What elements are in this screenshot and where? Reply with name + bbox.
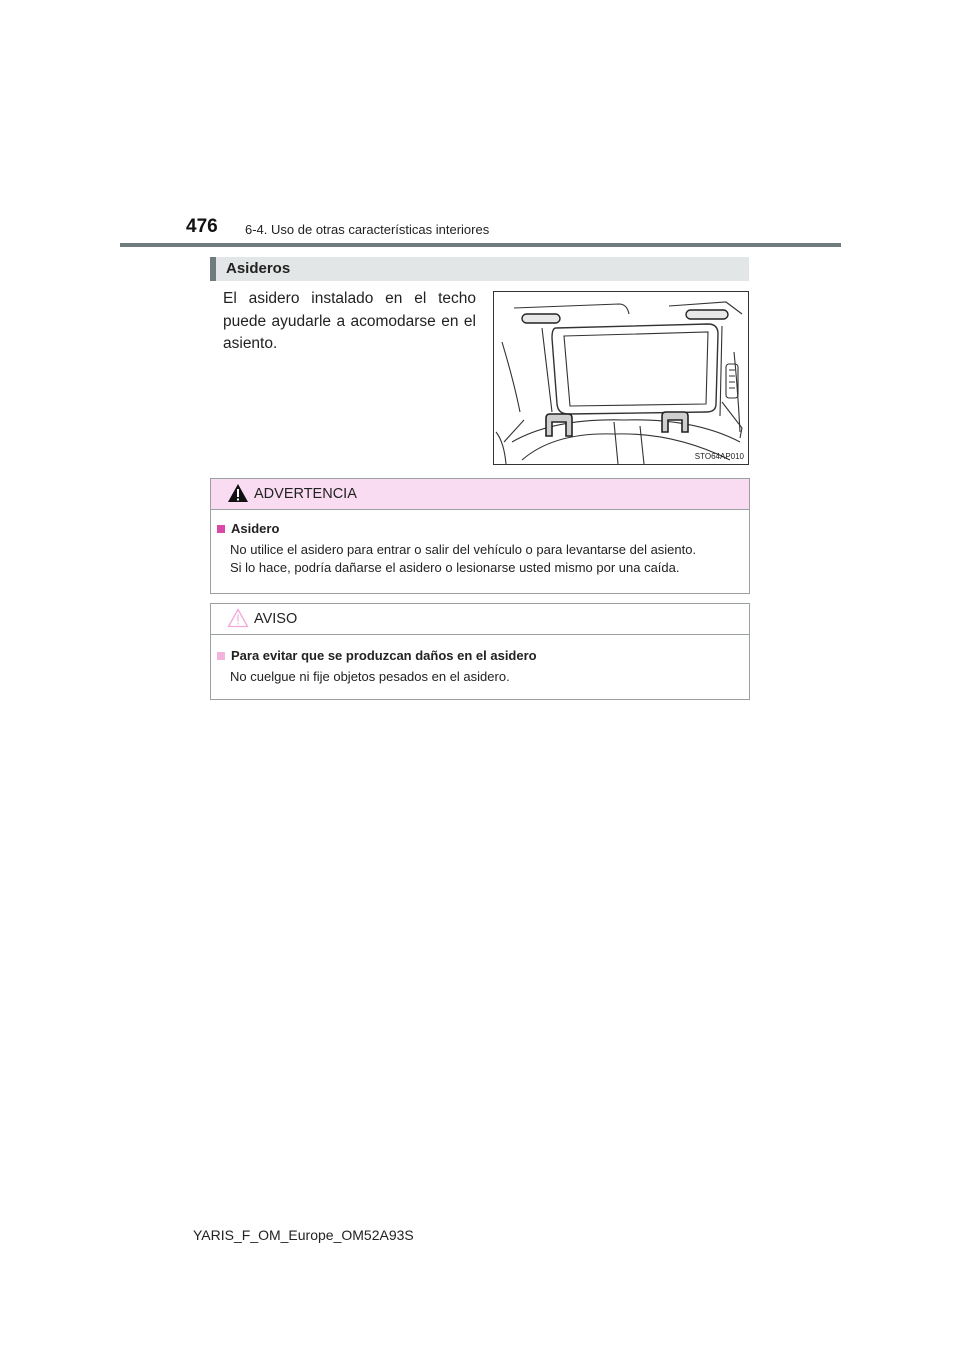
notice-box — [210, 603, 750, 700]
warning-box — [210, 478, 750, 594]
square-bullet-icon — [217, 652, 225, 660]
figure-code: STO64AP010 — [694, 452, 744, 461]
warning-line-1: No utilice el asidero para entrar o salir del vehículo o para levantarse del asiento. — [230, 542, 697, 557]
notice-header — [211, 604, 749, 635]
intro-paragraph: El asidero instalado en el techo puede ayudarle a acomodarse en el asiento. — [223, 290, 476, 352]
chapter-title: 6-4. Uso de otras características interiores — [245, 222, 490, 237]
section-header-bar — [210, 257, 216, 281]
warning-item-title-text: Asidero — [231, 521, 280, 536]
warning-header — [211, 479, 749, 510]
warning-item-title — [217, 521, 279, 536]
square-bullet-icon — [217, 525, 225, 533]
section-title: Asideros — [226, 260, 291, 277]
warning-triangle-icon — [227, 483, 249, 508]
section-header — [210, 257, 749, 281]
warning-label: ADVERTENCIA — [254, 486, 357, 502]
page-number: 476 — [186, 216, 218, 237]
grab-handle-illustration — [493, 291, 749, 465]
header-rule — [120, 243, 841, 247]
notice-item-title — [217, 648, 537, 663]
notice-line-1: No cuelgue ni fije objetos pesados en el asidero. — [230, 669, 510, 684]
document-id: YARIS_F_OM_Europe_OM52A93S — [193, 1227, 414, 1243]
caution-triangle-icon — [227, 608, 249, 633]
notice-label: AVISO — [254, 611, 298, 627]
car-roof-grab-handles-illustration — [494, 292, 748, 464]
warning-line-2: Si lo hace, podría dañarse el asidero o lesionarse usted mismo por una caída. — [230, 560, 680, 575]
notice-item-title-text: Para evitar que se produzcan daños en el asidero — [231, 648, 537, 663]
